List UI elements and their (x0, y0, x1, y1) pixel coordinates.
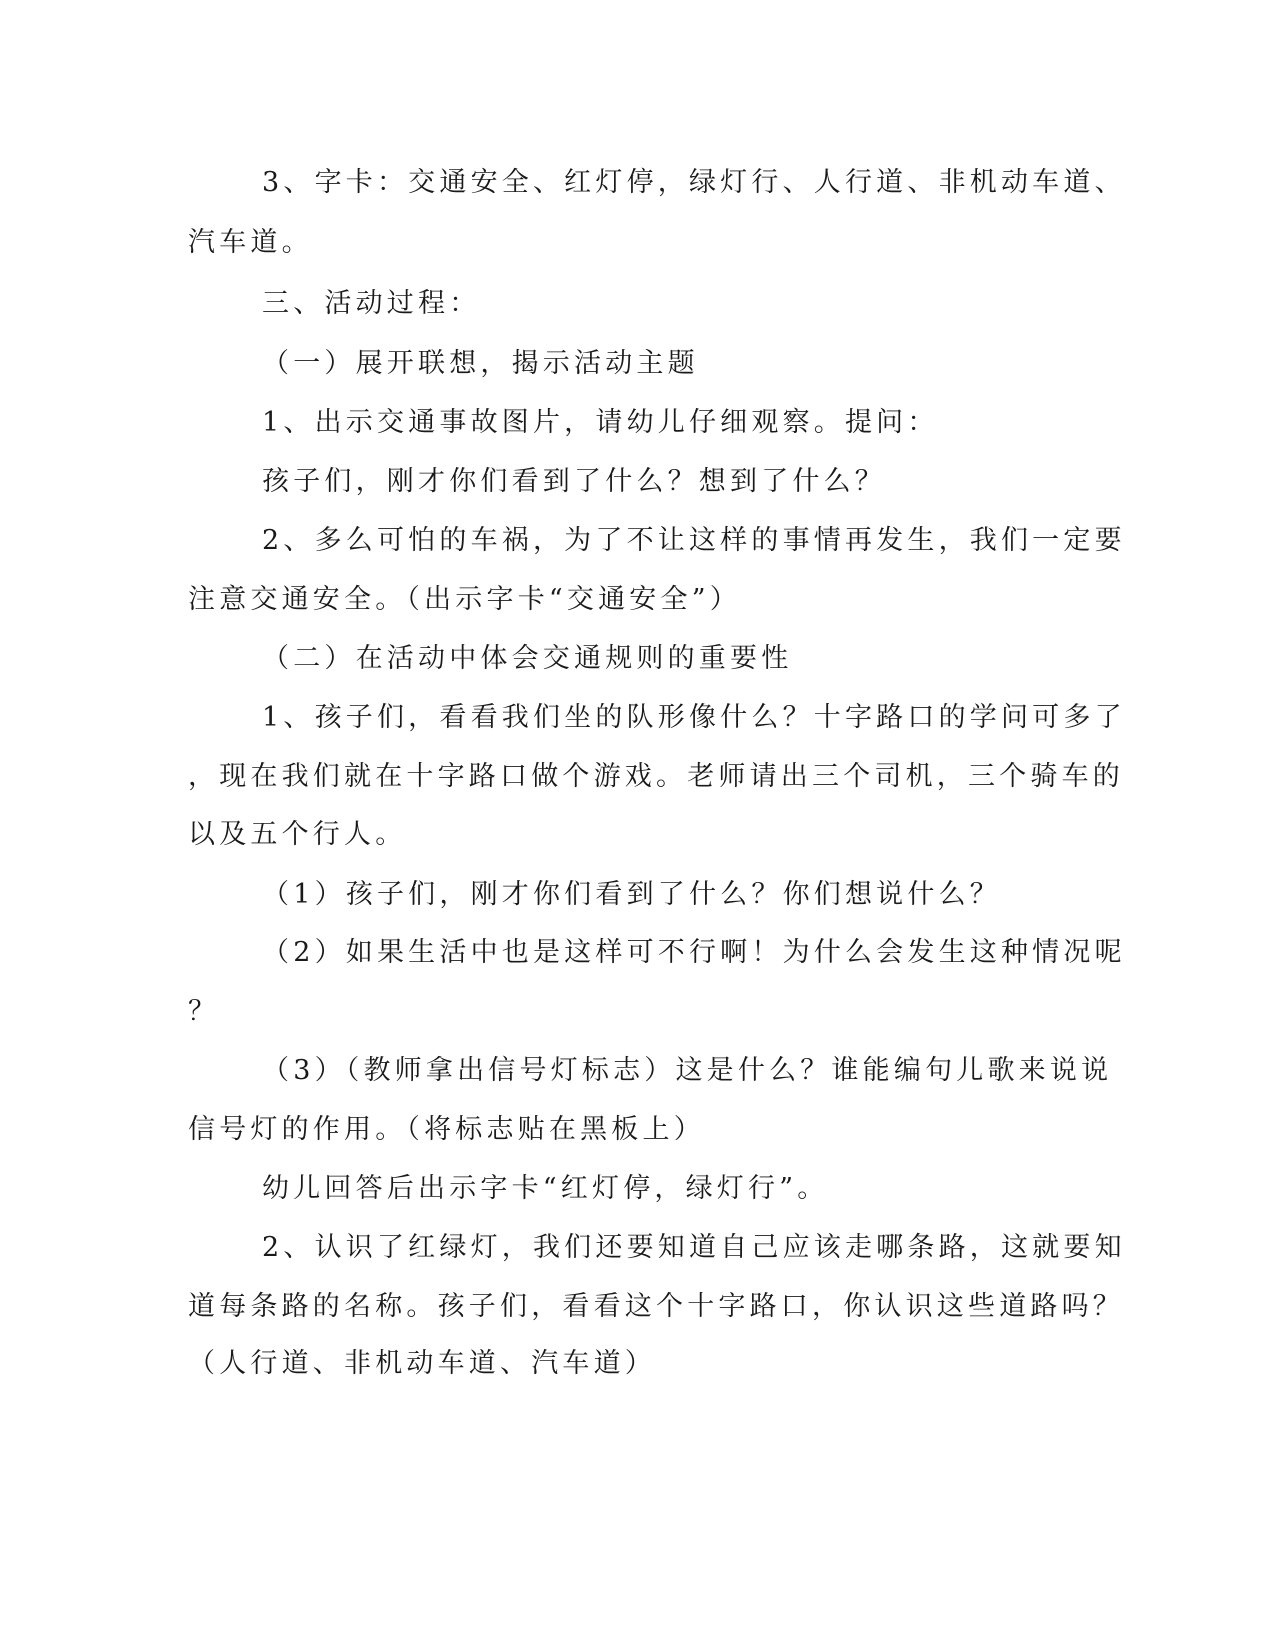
text-line: 1、孩子们，看看我们坐的队形像什么？十字路口的学问可多了 (262, 702, 1126, 733)
section-heading: 三、活动过程： (262, 288, 481, 319)
text-line: 汽车道。 (188, 227, 313, 258)
text-line: 道每条路的名称。孩子们，看看这个十字路口，你认识这些道路吗？ (188, 1291, 1124, 1322)
text-line: 孩子们，刚才你们看到了什么？想到了什么？ (262, 466, 886, 497)
text-line: （人行道、非机动车道、汽车道） (188, 1348, 656, 1379)
text-line: 2、多么可怕的车祸，为了不让这样的事情再发生，我们一定要 (262, 525, 1126, 556)
text-line: 注意交通安全。（出示字卡“交通安全”） (188, 584, 741, 615)
text-line: ？ (188, 996, 220, 1027)
text-line: 以及五个行人。 (188, 819, 407, 850)
text-line: ，现在我们就在十字路口做个游戏。老师请出三个司机，三个骑车的 (188, 761, 1124, 792)
subsection-heading: （二）在活动中体会交通规则的重要性 (262, 643, 793, 674)
text-line: （3）（教师拿出信号灯标志）这是什么？谁能编句儿歌来说说 (262, 1055, 1113, 1086)
text-line: 幼儿回答后出示字卡“红灯停，绿灯行”。 (262, 1173, 829, 1204)
text-line: 1、出示交通事故图片，请幼儿仔细观察。提问： (262, 407, 939, 438)
text-line: （2）如果生活中也是这样可不行啊！为什么会发生这种情况呢 (262, 937, 1126, 968)
text-line: 信号灯的作用。（将标志贴在黑板上） (188, 1114, 705, 1145)
text-line: （1）孩子们，刚才你们看到了什么？你们想说什么？ (262, 879, 1001, 910)
text-line: 3、字卡：交通安全、红灯停，绿灯行、人行道、非机动车道、 (262, 167, 1126, 198)
subsection-heading: （一）展开联想，揭示活动主题 (262, 348, 699, 379)
text-line: 2、认识了红绿灯，我们还要知道自己应该走哪条路，这就要知 (262, 1232, 1126, 1263)
